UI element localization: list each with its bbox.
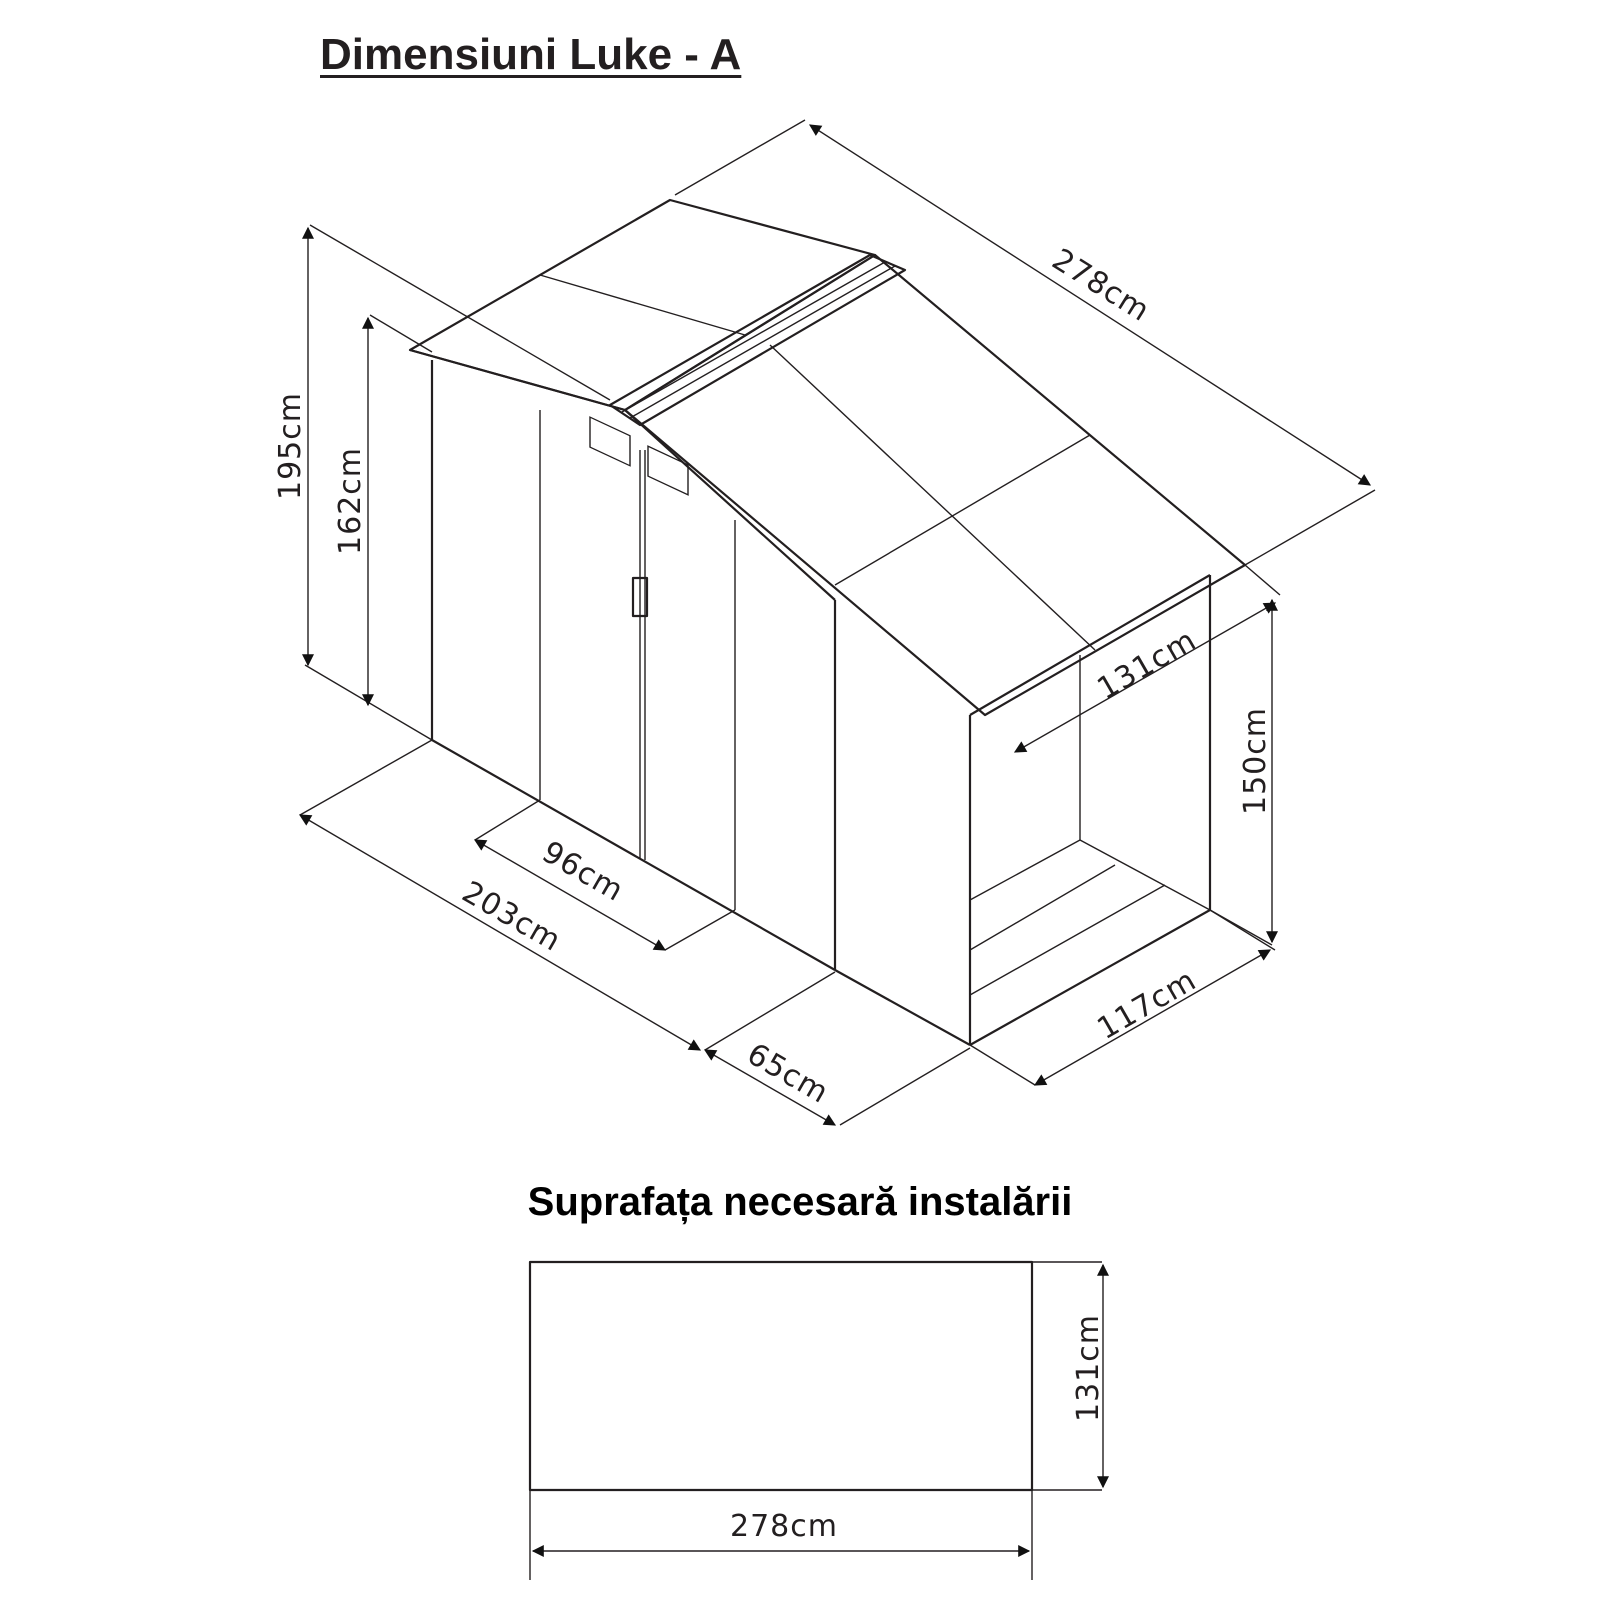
label-footprint-depth: 131cm bbox=[1071, 1314, 1106, 1422]
ridge-cap-line bbox=[630, 266, 895, 418]
ridge-cap bbox=[610, 255, 905, 425]
label-door-width: 96cm bbox=[536, 834, 630, 909]
footprint-title: Suprafața necesară instalării bbox=[527, 1180, 1073, 1224]
extension-line bbox=[475, 800, 540, 840]
vent-right bbox=[648, 446, 688, 495]
extension-line bbox=[1245, 490, 1375, 565]
extension-line bbox=[970, 1045, 1035, 1085]
front-gable bbox=[410, 350, 835, 600]
footprint-rect bbox=[530, 1262, 1032, 1490]
roof-seam bbox=[540, 275, 745, 335]
extension-line bbox=[665, 910, 735, 950]
extension-line bbox=[1245, 565, 1280, 595]
dimension-lines bbox=[300, 120, 1375, 1125]
label-front-width: 203cm bbox=[456, 874, 568, 959]
label-overhang: 65cm bbox=[741, 1036, 835, 1111]
label-total-height: 195cm bbox=[273, 392, 308, 500]
extension-line bbox=[840, 1048, 970, 1125]
floor-line bbox=[970, 885, 1165, 995]
ridge-cap-line bbox=[622, 262, 885, 412]
roof-seam bbox=[835, 435, 1090, 585]
label-width-upper: 131cm bbox=[1091, 622, 1203, 707]
label-side-depth: 117cm bbox=[1091, 962, 1203, 1047]
side-inner-line bbox=[1080, 840, 1210, 910]
floor-line bbox=[970, 865, 1115, 950]
extension-line bbox=[705, 972, 835, 1050]
extension-line bbox=[310, 225, 610, 400]
extension-line bbox=[300, 740, 432, 815]
label-footprint-length: 278cm bbox=[730, 1509, 838, 1544]
dim-line-length bbox=[810, 125, 1370, 485]
side-base-link bbox=[835, 970, 970, 1045]
front-wall-base bbox=[432, 740, 835, 970]
dimension-labels bbox=[273, 242, 1273, 1111]
extension-line bbox=[370, 315, 432, 352]
page-title: Dimensiuni Luke - A bbox=[320, 30, 742, 79]
footprint-diagram bbox=[530, 1262, 1106, 1580]
label-length: 278cm bbox=[1045, 242, 1156, 330]
extension-line bbox=[1210, 910, 1272, 945]
floor-line bbox=[970, 840, 1080, 900]
vent-left bbox=[590, 417, 630, 466]
extension-line bbox=[675, 120, 805, 195]
label-wall-height: 162cm bbox=[333, 447, 368, 555]
label-front-height: 150cm bbox=[1238, 707, 1273, 815]
roof-seam bbox=[770, 345, 1095, 650]
